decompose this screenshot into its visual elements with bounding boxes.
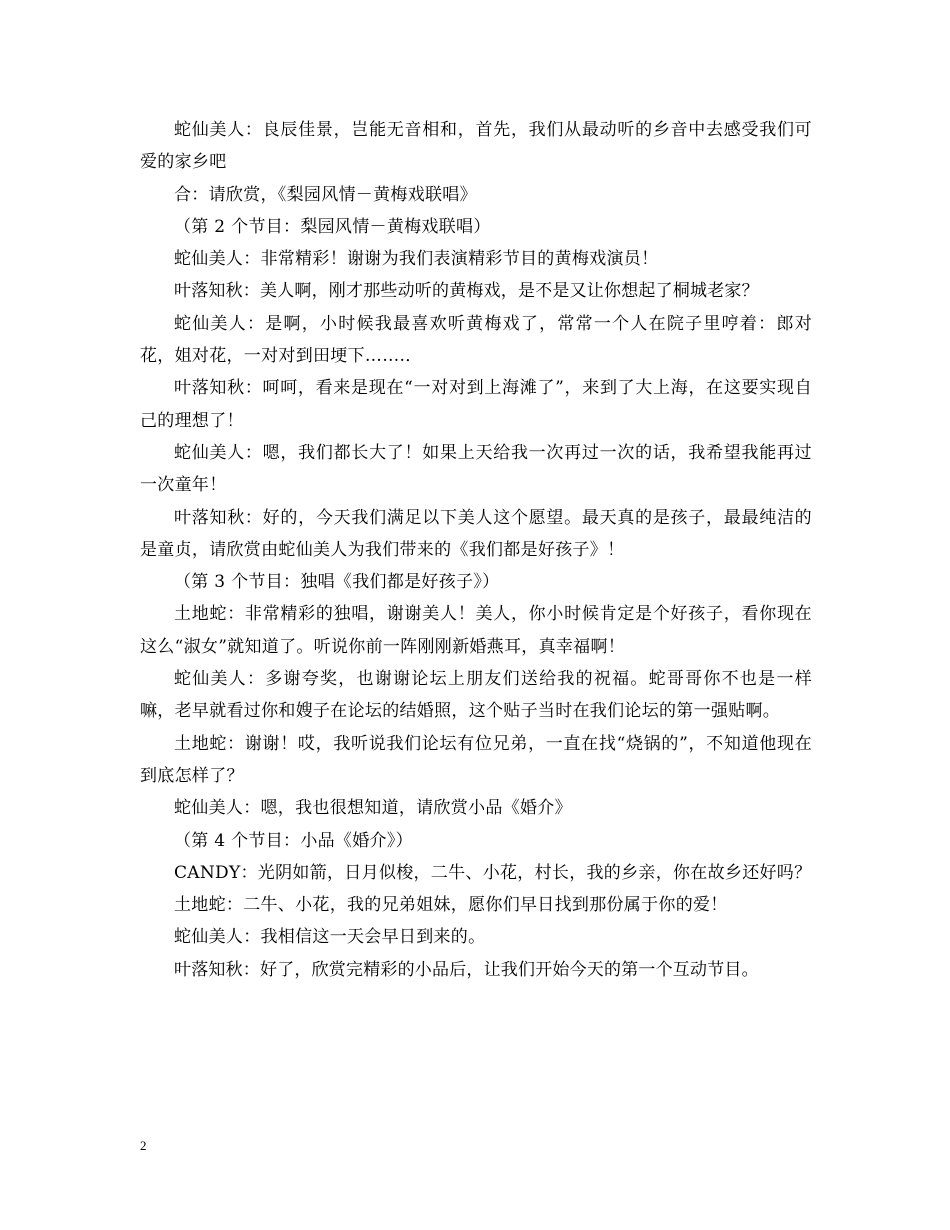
document-body — [140, 114, 812, 986]
paragraph-15: （第 4 个节目：小品《婚介》） — [174, 830, 413, 851]
paragraph-8: 蛇仙美人：嗯，我们都长大了！如果上天给我一次再过一次的话，我希望我能再过一次童年！ — [140, 442, 812, 496]
paragraph-14: 蛇仙美人：嗯，我也很想知道，请欣赏小品《婚介》 — [174, 798, 572, 819]
paragraph-2: 合：请欣赏，《梨园风情－黄梅戏联唱》 — [174, 184, 477, 205]
paragraph-1: 蛇仙美人：良辰佳景，岂能无音相和，首先，我们从最动听的乡音中去感受我们可爱的家乡吧 — [140, 120, 812, 173]
paragraph-6: 蛇仙美人：是啊，小时候我最喜欢听黄梅戏了，常常一个人在院子里哼着：郎对花，姐对花，一对对到田埂下…….． — [140, 313, 812, 367]
paragraph-10: （第 3 个节目：独唱《我们都是好孩子》） — [174, 572, 500, 593]
paragraph-19: 叶落知秋：好了，欣赏完精彩的小品后，让我们开始今天的第一个互动节目。 — [174, 959, 759, 980]
paragraph-4: 蛇仙美人：非常精彩！谢谢为我们表演精彩节目的黄梅戏演员！ — [174, 249, 659, 270]
paragraph-12: 蛇仙美人：多谢夸奖，也谢谢论坛上朋友们送给我的祝福。蛇哥哥你不也是一样嘛，老早就看过你和嫂子在论坛的结婚照，这个贴子当时在我们论坛的第一强贴啊。 — [140, 669, 812, 722]
paragraph-9: 叶落知秋：好的，今天我们满足以下美人这个愿望。最天真的是孩子，最最纯洁的是童贞，请欣赏由蛇仙美人为我们带来的《我们都是好孩子》！ — [140, 507, 812, 560]
paragraph-17: 土地蛇：二牛、小花，我的兄弟姐妹，愿你们早日找到那份属于你的爱！ — [174, 895, 728, 916]
paragraph-3: （第 2 个节目：梨园风情－黄梅戏联唱） — [174, 216, 491, 237]
paragraph-5: 叶落知秋：美人啊，刚才那些动听的黄梅戏，是不是又让你想起了桐城老家？ — [174, 281, 759, 302]
paragraph-7: 叶落知秋：呵呵，看来是现在“一对对到上海滩了”，来到了大上海，在这要实现自己的理想了！ — [140, 378, 812, 431]
paragraph-11: 土地蛇：非常精彩的独唱，谢谢美人！美人，你小时候肯定是个好孩子，看你现在这么“淑女”就知道了。听说你前一阵刚刚新婚燕耳，真幸福啊！ — [140, 604, 812, 657]
paragraph-16: CANDY：光阴如箭，日月似梭，二牛、小花，村长，我的乡亲，你在故乡还好吗？ — [174, 862, 812, 883]
paragraph-18: 蛇仙美人：我相信这一天会早日到来的。 — [174, 927, 486, 948]
page-number: 2 — [140, 1138, 147, 1153]
paragraph-13: 土地蛇：谢谢！哎，我听说我们论坛有位兄弟，一直在找“烧锅的”，不知道他现在到底怎样了？ — [140, 733, 812, 786]
